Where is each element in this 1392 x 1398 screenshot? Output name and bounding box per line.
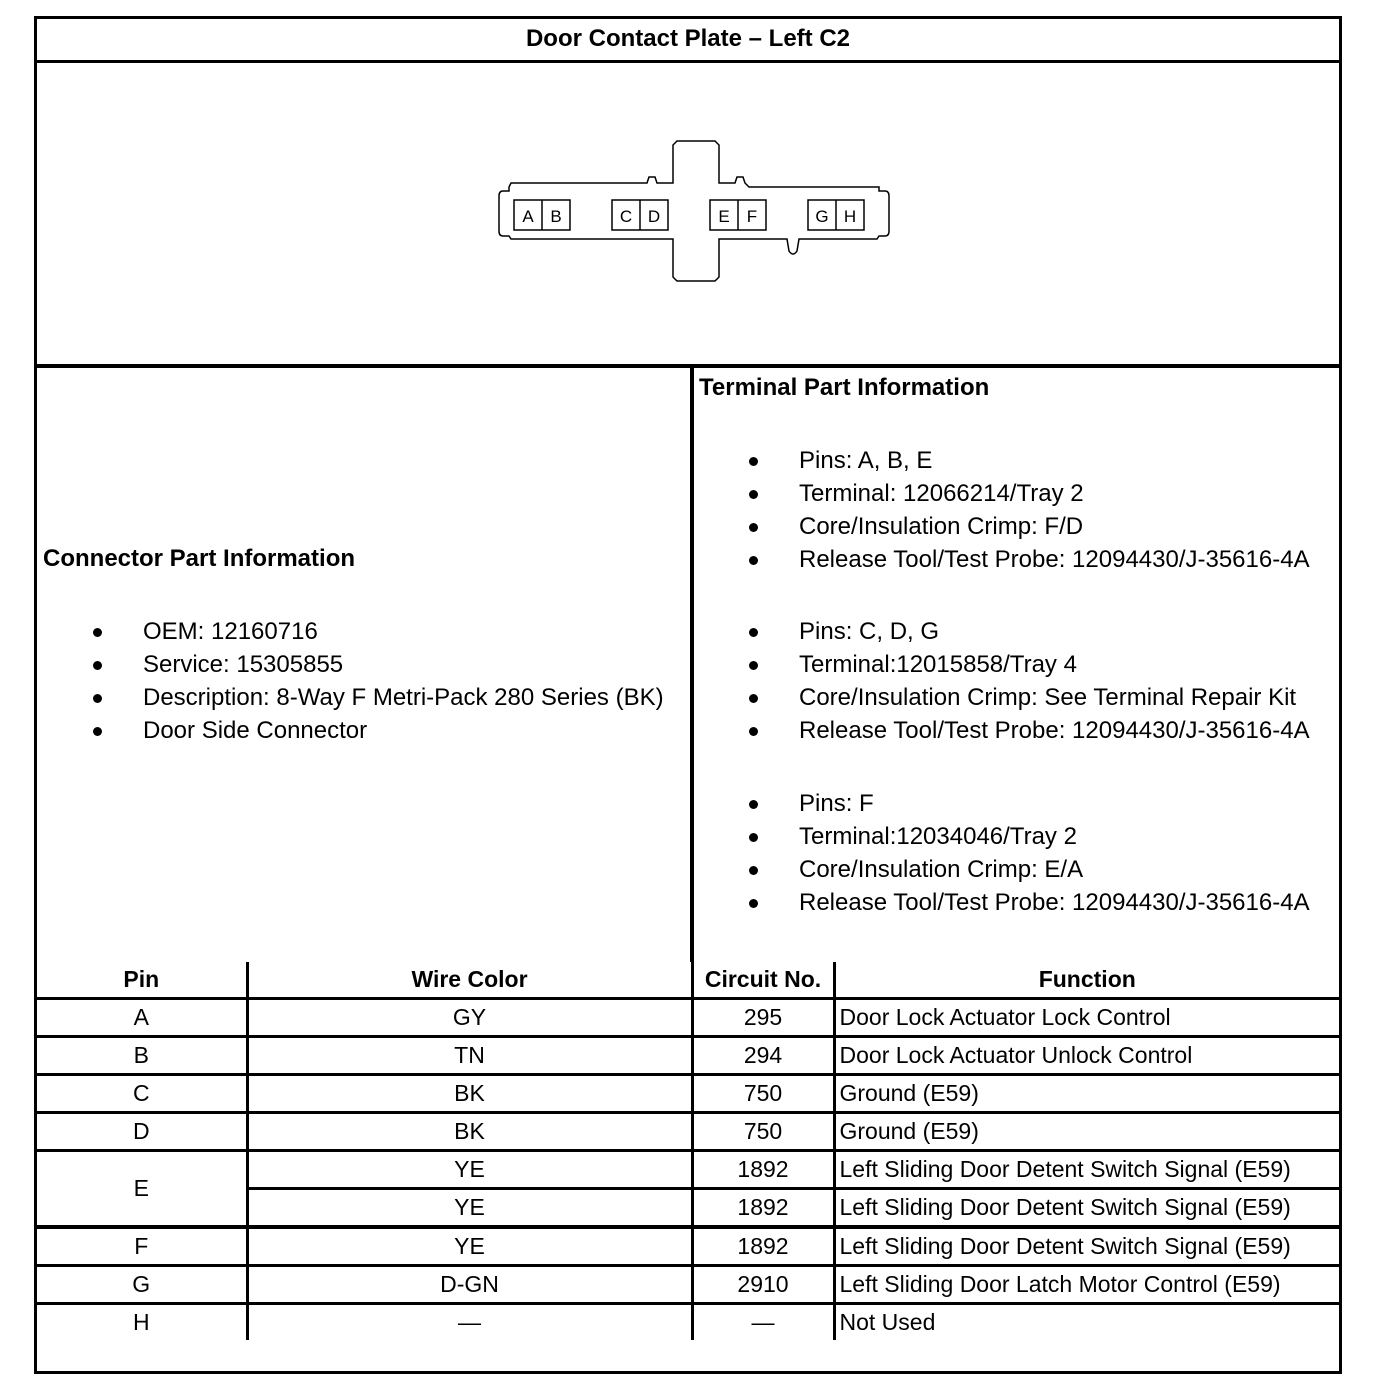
circuit-cell: 750 [692,1113,834,1151]
function-cell: Door Lock Actuator Lock Control [834,999,1339,1037]
wire-color-cell: D-GN [247,1266,692,1304]
cavity-label-f: F [746,207,758,226]
wire-color-cell: YE [247,1227,692,1266]
list-item: Release Tool/Test Probe: 12094430/J-35616-4A [699,886,1310,919]
function-cell: Left Sliding Door Detent Switch Signal (E59) [834,1151,1339,1189]
circuit-cell: 1892 [692,1227,834,1266]
wire-color-cell: YE [247,1151,692,1189]
wire-color-cell: TN [247,1037,692,1075]
pinout-table [37,962,1339,1340]
function-cell: Left Sliding Door Detent Switch Signal (E59) [834,1227,1339,1266]
column-divider [690,368,694,962]
cavity-label-h: H [843,207,857,226]
connector-diagram [37,63,1339,365]
wire-color-cell: — [247,1304,692,1341]
circuit-cell: — [692,1304,834,1341]
table-row [37,999,1339,1037]
function-cell: Left Sliding Door Detent Switch Signal (E59) [834,1189,1339,1228]
function-cell: Ground (E59) [834,1075,1339,1113]
list-item: Core/Insulation Crimp: E/A [699,853,1310,886]
header-wire-color: Wire Color [247,962,692,999]
list-item: Terminal:12015858/Tray 4 [699,648,1310,681]
list-item: OEM: 12160716 [43,615,664,648]
cavity-label-e: E [718,207,730,226]
circuit-cell: 294 [692,1037,834,1075]
table-row [37,1113,1339,1151]
list-item: Terminal: 12066214/Tray 2 [699,477,1310,510]
list-item: Pins: F [699,787,1310,820]
pin-cell: H [37,1304,247,1341]
terminal-group-3 [699,787,1310,919]
list-item: Core/Insulation Crimp: See Terminal Repair Kit [699,681,1310,714]
cavity-label-g: G [815,207,829,226]
connector-sheet [34,16,1342,1374]
connector-face-drawing [37,63,1339,365]
list-item: Terminal:12034046/Tray 2 [699,820,1310,853]
terminal-group-1 [699,444,1310,576]
table-row [37,1266,1339,1304]
wire-color-cell: BK [247,1075,692,1113]
circuit-cell: 2910 [692,1266,834,1304]
terminal-info-heading: Terminal Part Information [699,374,990,401]
list-item: Core/Insulation Crimp: F/D [699,510,1310,543]
table-row [37,1037,1339,1075]
cavity-label-d: D [647,207,661,226]
terminal-group-2 [699,615,1310,747]
wire-color-cell: BK [247,1113,692,1151]
function-cell: Ground (E59) [834,1113,1339,1151]
list-item: Release Tool/Test Probe: 12094430/J-35616-4A [699,543,1310,576]
pin-cell: E [37,1151,247,1228]
page-title: Door Contact Plate – Left C2 [525,25,851,52]
table-row [37,1151,1339,1189]
table-row [37,1227,1339,1266]
table-header-row [37,962,1339,999]
table-row [37,1304,1339,1341]
pin-cell: C [37,1075,247,1113]
header-pin: Pin [37,962,247,999]
table-row [37,1075,1339,1113]
list-item: Description: 8-Way F Metri-Pack 280 Series (BK) [43,681,664,714]
pin-cell: D [37,1113,247,1151]
list-item: Pins: C, D, G [699,615,1310,648]
function-cell: Door Lock Actuator Unlock Control [834,1037,1339,1075]
connector-info-list [43,615,664,747]
cavity-label-c: C [619,207,633,226]
pin-cell: F [37,1227,247,1266]
connector-info-heading: Connector Part Information [43,545,356,572]
divider [37,364,1339,368]
list-item: Release Tool/Test Probe: 12094430/J-35616-4A [699,714,1310,747]
list-item: Door Side Connector [43,714,664,747]
circuit-cell: 1892 [692,1189,834,1228]
pin-cell: B [37,1037,247,1075]
header-function: Function [834,962,1339,999]
cavity-label-b: B [550,207,562,226]
circuit-cell: 750 [692,1075,834,1113]
circuit-cell: 1892 [692,1151,834,1189]
wire-color-cell: GY [247,999,692,1037]
pin-cell: G [37,1266,247,1304]
header-circuit: Circuit No. [692,962,834,999]
function-cell: Not Used [834,1304,1339,1341]
list-item: Pins: A, B, E [699,444,1310,477]
list-item: Service: 15305855 [43,648,664,681]
pin-cell: A [37,999,247,1037]
circuit-cell: 295 [692,999,834,1037]
function-cell: Left Sliding Door Latch Motor Control (E59) [834,1266,1339,1304]
cavity-label-a: A [522,207,534,226]
wire-color-cell: YE [247,1189,692,1228]
